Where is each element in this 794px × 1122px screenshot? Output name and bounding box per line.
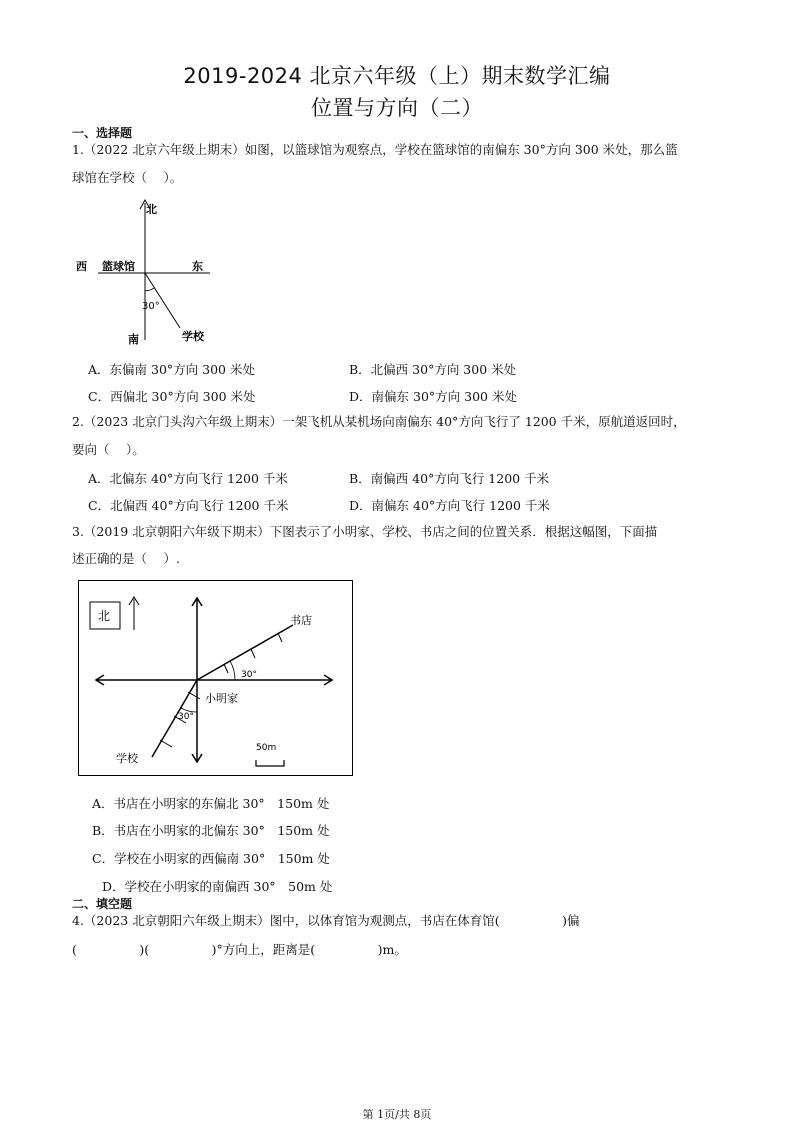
angle-label-bookstore: 30° (241, 670, 257, 680)
question-4-line-1: 4.（2023 北京朝阳六年级上期末）图中，以体育馆为观测点，书店在体育馆( )偏 (72, 913, 580, 928)
north-box-label: 北 (98, 609, 111, 623)
document-title: 2019-2024 北京六年级（上）期末数学汇编 (183, 64, 611, 88)
question-1-option-b: B．北偏西 30°方向 300 米处 (349, 362, 517, 377)
angle-label-school: 30° (178, 712, 194, 722)
east-label: 东 (192, 260, 203, 273)
question-1-line-2: 球馆在学校（ ）。 (72, 170, 183, 185)
question-1-line-1: 1.（2022 北京六年级上期末）如图，以篮球馆为观察点，学校在篮球馆的南偏东 30°方向 300 米处，那么篮 (72, 142, 678, 157)
question-2-option-a: A．北偏东 40°方向飞行 1200 千米 (88, 471, 288, 486)
scale-label: 50m (256, 743, 277, 753)
question-3-line-2: 述正确的是（ ）. (72, 551, 180, 566)
question-3-option-b: B．书店在小明家的北偏东 30° 150m 处 (92, 823, 330, 838)
bookstore-label: 书店 (290, 614, 312, 627)
question-1-option-d: D．南偏东 30°方向 300 米处 (349, 389, 517, 404)
question-1-option-c: C．西偏北 30°方向 300 米处 (88, 389, 256, 404)
basketball-hall-label: 篮球馆 (102, 260, 135, 273)
question-2-option-c: C．北偏西 40°方向飞行 1200 千米 (88, 498, 289, 513)
south-label: 南 (128, 333, 139, 346)
angle-label: 30° (142, 301, 160, 312)
document-subtitle: 位置与方向（二） (311, 96, 483, 120)
north-label: 北 (146, 203, 157, 216)
west-label: 西 (76, 260, 87, 273)
question-1-compass-figure (70, 195, 230, 350)
question-3-map-figure (78, 580, 354, 777)
question-3-option-d: D．学校在小明家的南偏西 30° 50m 处 (102, 879, 333, 894)
question-3-line-1: 3.（2019 北京朝阳六年级下期末）下图表示了小明家、学校、书店之间的位置关系．根据这幅图，下面描 (72, 524, 658, 539)
question-3-option-c: C．学校在小明家的西偏南 30° 150m 处 (92, 851, 330, 866)
question-2-line-1: 2.（2023 北京门头沟六年级上期末）一架飞机从某机场向南偏东 40°方向飞行了 1200 千米，原航道返回时， (72, 414, 686, 429)
school-label-map: 学校 (116, 752, 138, 765)
page-footer: 第 1页/共 8页 (362, 1108, 432, 1121)
home-label: 小明家 (205, 692, 238, 705)
question-4-line-2: ( )( )°方向上，距离是( )m。 (72, 942, 407, 957)
section-heading-fill: 二、填空题 (72, 897, 133, 911)
question-1-option-a: A．东偏南 30°方向 300 米处 (88, 362, 255, 377)
question-2-line-2: 要向（ ）。 (72, 442, 145, 457)
question-3-option-a: A．书店在小明家的东偏北 30° 150m 处 (92, 796, 330, 811)
section-heading-choice: 一、选择题 (72, 126, 133, 140)
question-2-option-b: B．南偏西 40°方向飞行 1200 千米 (349, 471, 550, 486)
school-label: 学校 (182, 330, 204, 343)
question-2-option-d: D．南偏东 40°方向飞行 1200 千米 (349, 498, 550, 513)
